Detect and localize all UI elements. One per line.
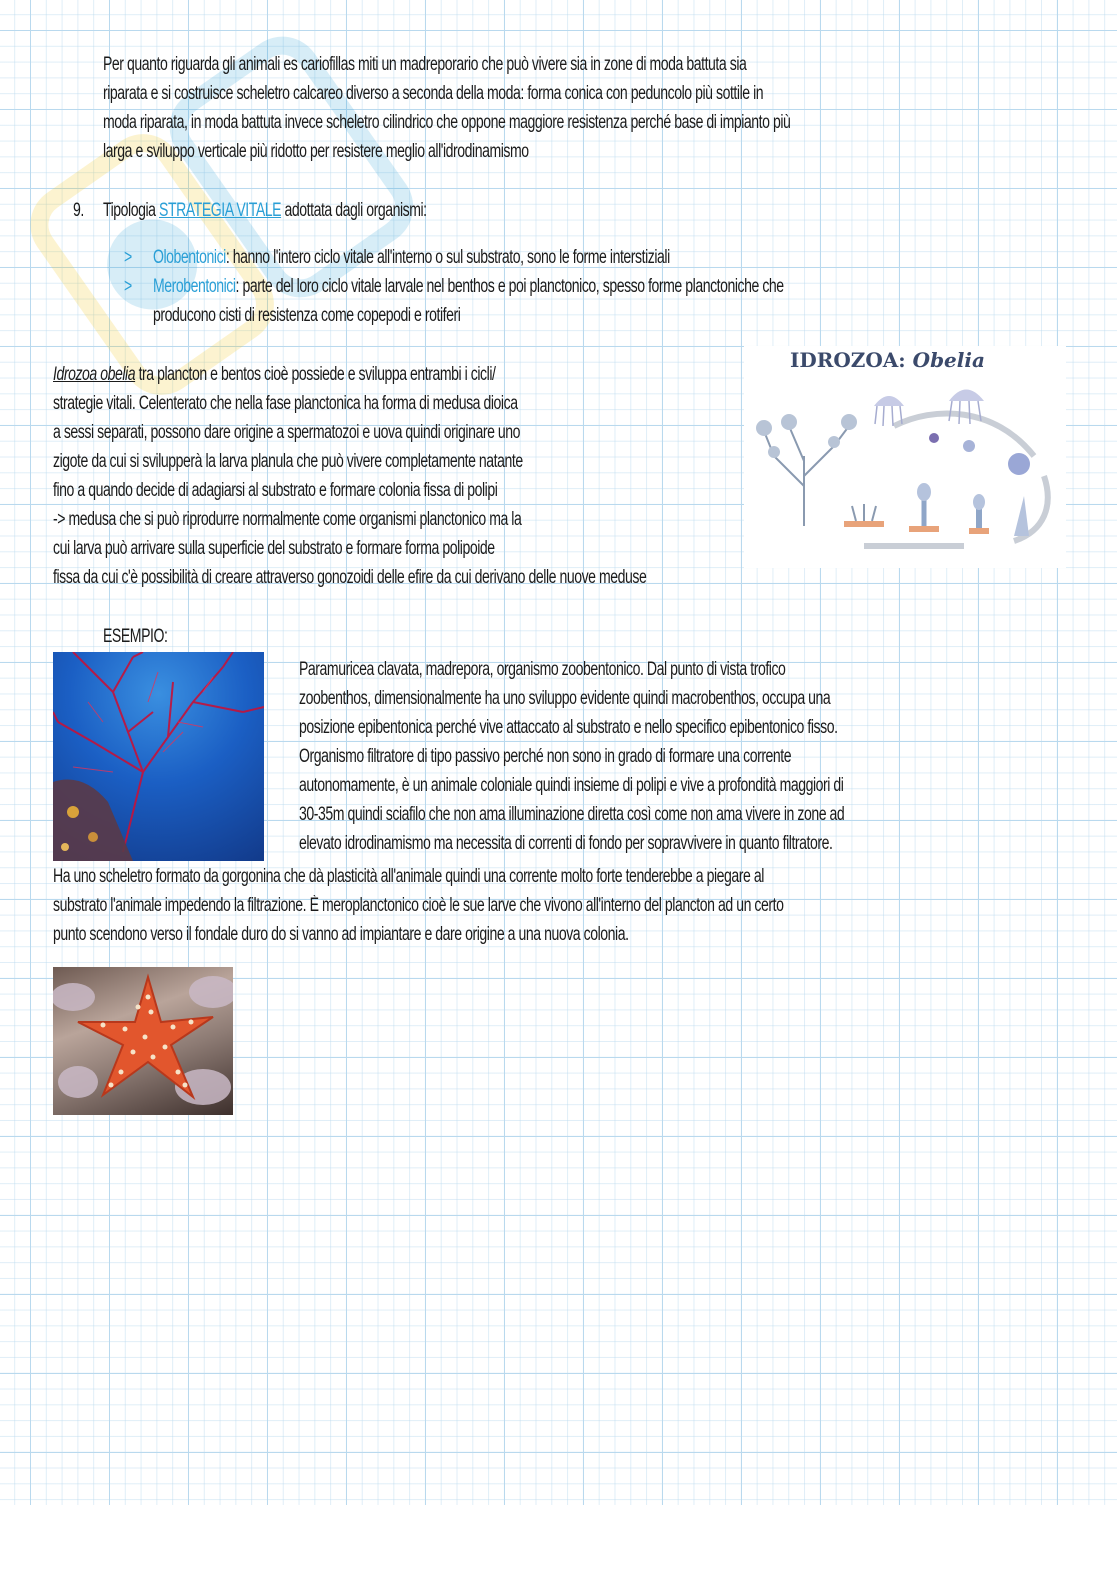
small-colony-icon: [852, 504, 876, 521]
polyp-icon: [917, 483, 931, 501]
paramuricea-line: Ha uno scheletro formato da gorgonina che dà plasticità all'animale quindi una corrente molto forte tenderebbe a piegare al: [53, 866, 764, 887]
obelia-line: -> medusa che si può riprodurre normalmente come organismi planctonico ma la: [53, 509, 522, 530]
paramuricea-line: Paramuricea clavata, madrepora, organismo zoobentonico. Dal punto di vista trofico: [299, 659, 786, 680]
bullet-olobentonici: [153, 243, 670, 272]
obelia-line: [53, 360, 495, 389]
paragraph-line: moda riparata, in moda battuta invece scheletro cilindrico che oppone maggiore resistenza perché base di impianto più: [103, 112, 791, 133]
term-olobentonici: Olobentonici: [153, 247, 226, 268]
bullet-merobentonici: [153, 272, 784, 301]
egg-icon: [963, 440, 975, 452]
list-item-number: 9.: [73, 200, 84, 221]
paramuricea-line: Organismo filtratore di tipo passivo perché non sono in grado di formare una corrente: [299, 746, 792, 767]
paragraph-line: Per quanto riguarda gli animali es cariofillas miti un madreporario che può vivere sia in zone di moda battuta sia: [103, 54, 747, 75]
bullet-text: : hanno l'intero ciclo vitale all'interno o sul substrato, sono le forme interstiziali: [225, 247, 670, 268]
paramuricea-line: autonomamente, è un animale coloniale quindi insieme di polipi e vive a profondità maggiori di: [299, 775, 844, 796]
cycle-arrow-icon: [894, 414, 1034, 456]
paramuricea-line: posizione epibentonica perché vive attaccato al substrato e nello specifico epibentonico fisso.: [299, 717, 838, 738]
bullet-arrow-icon: >: [124, 247, 132, 268]
obelia-line: strategie vitali. Celenterato che nella fase planctonica ha forma di medusa dioica: [53, 393, 518, 414]
starfish-illustration: [53, 967, 233, 1115]
obelia-line: cui larva può arrivare sulla superficie del substrato e formare forma polipoide: [53, 538, 495, 559]
gamete-icon: [929, 433, 939, 443]
paragraph-line: larga e sviluppo verticale più ridotto per resistere meglio all'idrodinamismo: [103, 141, 529, 162]
substrate-icon: [969, 528, 989, 534]
substrate-icon: [909, 526, 939, 532]
paramuricea-line: elevato idrodinamismo ma necessita di correnti di fondo per sopravvivere in quanto filtratore.: [299, 833, 833, 854]
paramuricea-line: zoobenthos, dimensionalmente ha uno sviluppo evidente quindi macrobenthos, occupa una: [299, 688, 831, 709]
obelia-line: fissa da cui c'è possibilità di creare attraverso gonozoidi delle efire da cui derivano delle nuove meduse: [53, 567, 647, 588]
gorgonian-illustration: [53, 652, 264, 861]
obelia-text: tra plancton e bentos cioè possiede e sviluppa entrambi i cicli/: [135, 364, 496, 385]
obelia-lifecycle-figure: [744, 346, 1066, 568]
page-bottom-margin: [0, 1505, 1117, 1576]
bullet-text: producono cisti di resistenza come copepodi e rotiferi: [153, 305, 461, 326]
example-label: ESEMPIO:: [103, 626, 168, 647]
starfish-photo: [53, 967, 233, 1115]
lifecycle-diagram: [744, 346, 1066, 568]
list-item-text: Tipologia: [103, 200, 160, 221]
list-item-text: adottata dagli organismi:: [281, 200, 427, 221]
paragraph-line: riparata e si costruisce scheletro calcareo diverso a seconda della moda: forma conica con peduncolo più sottile in: [103, 83, 764, 104]
paramuricea-line: punto scendono verso il fondale duro do si vanno ad impiantare e dare origine a una nuova colonia.: [53, 924, 629, 945]
polyp-icon: [973, 494, 985, 510]
obelia-line: fino a quando decide di adagiarsi al substrato e formare colonia fissa di polipi: [53, 480, 498, 501]
gorgonian-photo: [53, 652, 264, 861]
term-merobentonici: Merobentonici: [153, 276, 236, 297]
substrate-icon: [844, 521, 884, 527]
list-item-heading: [103, 196, 427, 225]
bullet-arrow-icon: >: [124, 276, 132, 297]
obelia-line: zigote da cui si svilupperà la larva planula che può vivere completamente natante: [53, 451, 523, 472]
paramuricea-line: 30-35m quindi sciafilo che non ama illuminazione diretta così come non ama vivere in zone ad: [299, 804, 845, 825]
polyp-icon: [1014, 496, 1029, 536]
strategia-vitale-link[interactable]: STRATEGIA VITALE: [159, 200, 282, 221]
obelia-line: a sessi separati, possono dare origine a spermatozoi e uova quindi originare uno: [53, 422, 521, 443]
figure-title-text: IDROZOA:: [790, 348, 913, 372]
paramuricea-line: substrato l'animale impedendo la filtrazione. È meroplanctonico cioè le sue larve che vivono all'interno del plancton ad un certo: [53, 895, 784, 916]
bullet-text: : parte del loro ciclo vitale larvale nel benthos e poi planctonico, spesso forme planctoniche che: [235, 276, 784, 297]
planula-icon: [1008, 453, 1030, 475]
term-idrozoa-obelia: Idrozoa obelia: [53, 364, 136, 385]
figure-title-italic: Obelia: [912, 348, 985, 372]
